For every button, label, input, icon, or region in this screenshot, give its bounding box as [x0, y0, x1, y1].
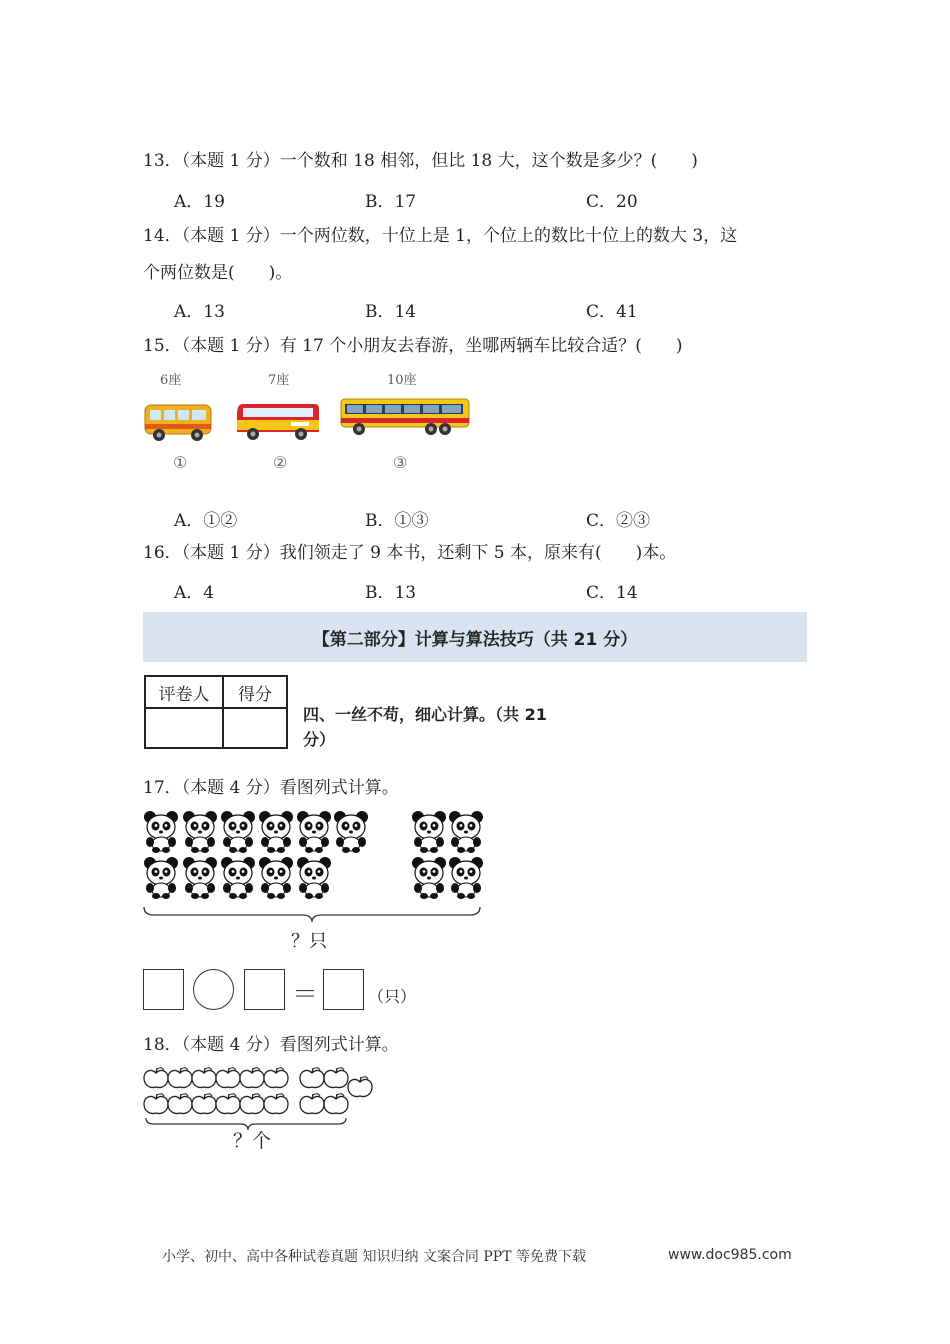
q15-option-c: C．②③ — [586, 511, 651, 531]
vehicle3-number: ③ — [393, 453, 408, 472]
apple-icon — [240, 1068, 264, 1088]
q17-panda-figure — [140, 805, 490, 925]
panda-icon — [183, 811, 217, 853]
vehicle1-number: ① — [173, 453, 188, 472]
apple-icon — [264, 1094, 288, 1114]
score-cell-score[interactable] — [223, 708, 287, 748]
apple-icon — [216, 1068, 240, 1088]
apple-icon — [168, 1094, 192, 1114]
q17-result-box[interactable] — [323, 969, 364, 1010]
apple-icon — [144, 1094, 168, 1114]
panda-icon — [183, 857, 217, 899]
apple-icon — [192, 1068, 216, 1088]
q17-answer-box-2[interactable] — [244, 969, 285, 1010]
q14-option-a: A．13 — [174, 302, 225, 322]
part2-title: 【第二部分】计算与算法技巧（共 21 分） — [312, 629, 638, 650]
score-header-grader: 评卷人 — [145, 676, 223, 708]
score-header-score: 得分 — [223, 676, 287, 708]
apple-icon — [240, 1094, 264, 1114]
q17-brace — [144, 907, 480, 922]
panda-icon — [449, 811, 483, 853]
q13-option-a: A．19 — [174, 192, 225, 212]
score-table — [144, 675, 288, 749]
q13-option-c: C．20 — [586, 192, 638, 212]
long-bus-icon — [339, 396, 471, 438]
footer-url[interactable]: www.doc985.com — [668, 1247, 792, 1263]
q13-stem: 13．（本题 1 分）一个数和 18 相邻，但比 18 大，这个数是多少？( ) — [143, 151, 698, 171]
apple-icon — [168, 1068, 192, 1088]
q16-stem: 16．（本题 1 分）我们领走了 9 本书，还剩下 5 本，原来有( )本。 — [143, 543, 677, 563]
q17-brace-label: ？只 — [291, 931, 327, 952]
section4-title-line1: 四、一丝不苟，细心计算。（共 21 — [303, 705, 547, 724]
panda-icon — [297, 811, 331, 853]
q15-option-a: A．①② — [174, 511, 238, 531]
vehicle3-seats: 10座 — [387, 373, 417, 388]
q17-equals-sign: ＝ — [292, 980, 319, 1010]
apple-icon — [348, 1077, 372, 1097]
section4-title-line2: 分） — [303, 730, 336, 749]
q18-apple-figure — [140, 1064, 380, 1134]
score-cell-grader[interactable] — [145, 708, 223, 748]
q18-brace-label: ？个 — [233, 1130, 272, 1152]
q17-operator-circle[interactable] — [193, 969, 234, 1010]
q13-option-b: B．17 — [365, 192, 417, 212]
apple-icon — [324, 1068, 348, 1088]
q17-answer-box-1[interactable] — [143, 969, 184, 1010]
q16-option-b: B．13 — [365, 583, 417, 603]
panda-icon — [259, 811, 293, 853]
vehicle2-seats: 7座 — [268, 373, 290, 388]
coach-bus-icon — [235, 400, 321, 444]
small-bus-icon — [143, 402, 213, 444]
panda-icon — [144, 811, 178, 853]
panda-icon — [221, 811, 255, 853]
apple-icon — [192, 1094, 216, 1114]
q14-stem-line2: 个两位数是( )。 — [143, 263, 293, 283]
apple-icon — [300, 1094, 324, 1114]
q16-option-c: C．14 — [586, 583, 638, 603]
q17-stem: 17．（本题 4 分）看图列式计算。 — [143, 778, 399, 798]
vehicle2-number: ② — [273, 453, 288, 472]
apple-icon — [144, 1068, 168, 1088]
q14-option-c: C．41 — [586, 302, 638, 322]
q18-stem: 18．（本题 4 分）看图列式计算。 — [143, 1035, 399, 1055]
q17-unit: （只） — [368, 987, 417, 1006]
apple-icon — [216, 1094, 240, 1114]
footer-text: 小学、初中、高中各种试卷真题 知识归纳 文案合同 PPT 等免费下载 — [162, 1249, 586, 1265]
vehicle1-seats: 6座 — [160, 373, 182, 388]
apple-icon — [264, 1068, 288, 1088]
panda-icon — [144, 857, 178, 899]
part2-banner — [143, 612, 807, 662]
panda-icon — [221, 857, 255, 899]
q16-option-a: A．4 — [174, 583, 215, 603]
apple-icon — [324, 1094, 348, 1114]
q14-option-b: B．14 — [365, 302, 417, 322]
q14-stem-line1: 14．（本题 1 分）一个两位数，十位上是 1，个位上的数比十位上的数大 3，这 — [143, 226, 738, 246]
apple-icon — [300, 1068, 324, 1088]
q15-stem: 15．（本题 1 分）有 17 个小朋友去春游，坐哪两辆车比较合适？( ) — [143, 336, 683, 356]
panda-icon — [449, 857, 483, 899]
panda-icon — [412, 811, 446, 853]
panda-icon — [297, 857, 331, 899]
q15-option-b: B．①③ — [365, 511, 429, 531]
panda-icon — [412, 857, 446, 899]
panda-icon — [334, 811, 368, 853]
panda-icon — [259, 857, 293, 899]
